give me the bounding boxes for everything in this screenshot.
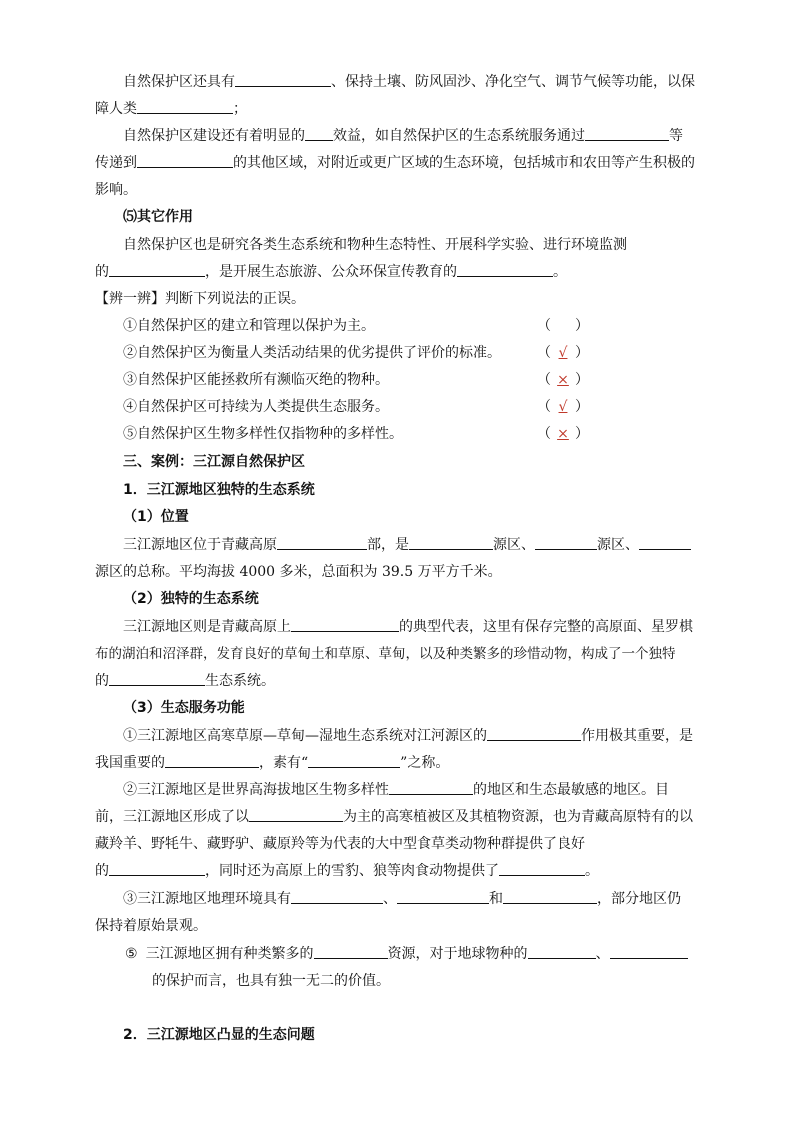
fill-blank[interactable]	[409, 535, 493, 550]
fill-blank[interactable]	[585, 126, 669, 141]
text-line: 的保护而言，也具有独一无二的价值。	[152, 973, 390, 989]
fill-blank[interactable]	[291, 889, 383, 904]
judge-answer[interactable]: （ ）	[537, 318, 589, 334]
text-line: 前，三江源地区形成了以 为主的高寒植被区及其植物资源，也为青藏高原特有的以	[95, 809, 693, 825]
fill-blank[interactable]	[528, 944, 596, 959]
fill-blank[interactable]	[235, 72, 331, 87]
fill-blank[interactable]	[109, 671, 205, 686]
text-line: 自然保护区建设还有着明显的 效益，如自然保护区的生态系统服务通过 等	[123, 128, 683, 144]
text-line: 三江源地区则是青藏高原上 的典型代表，这里有保存完整的高原面、星罗棋	[123, 619, 693, 635]
fill-blank[interactable]	[137, 99, 233, 114]
fill-blank[interactable]	[165, 753, 259, 768]
text-line: 的 生态系统。	[95, 673, 275, 689]
judge-statement: ④自然保护区可持续为人类提供生态服务。	[123, 399, 389, 415]
fill-blank[interactable]	[457, 262, 553, 277]
fill-blank[interactable]	[314, 944, 388, 959]
fill-blank[interactable]	[249, 807, 343, 822]
fill-blank[interactable]	[277, 535, 367, 550]
fill-blank[interactable]	[503, 889, 597, 904]
judge-title: 【辨一辨】判断下列说法的正误。	[95, 291, 305, 307]
sub-heading: （1）位置	[123, 509, 189, 525]
sub-heading: （2）独特的生态系统	[123, 591, 259, 607]
text-line: 的 ，同时还为高原上的雪豹、狼等肉食动物提供了 。	[95, 863, 599, 879]
cross-mark-icon: ×	[557, 372, 569, 388]
text-line: 传递到 的其他区域，对附近或更广区域的生态环境，包括城市和农田等产生积极的	[95, 155, 695, 171]
fill-blank[interactable]	[397, 889, 489, 904]
check-mark-icon: √	[558, 399, 568, 415]
text-line: ②三江源地区是世界高海拔地区生物多样性 的地区和生态最敏感的地区。目	[123, 782, 669, 798]
judge-answer[interactable]: （ × ）	[537, 426, 589, 442]
fill-blank[interactable]	[639, 535, 691, 550]
sub-heading: （3）生态服务功能	[123, 700, 245, 716]
text-line: 自然保护区也是研究各类生态系统和物种生态特性、开展科学实验、进行环境监测	[123, 237, 627, 253]
text-line: 保持着原始景观。	[95, 918, 207, 934]
text-line: 的 ，是开展生态旅游、公众环保宣传教育的 。	[95, 264, 567, 280]
judge-answer[interactable]: （ √ ）	[537, 345, 589, 361]
fill-blank[interactable]	[610, 944, 688, 959]
sub-heading: 2．三江源地区凸显的生态问题	[123, 1027, 315, 1043]
fill-blank[interactable]	[389, 780, 473, 795]
text-line: 障人类 ；	[95, 101, 247, 117]
judge-answer[interactable]: （ × ）	[537, 372, 589, 388]
check-mark-icon: √	[558, 345, 568, 361]
sub-heading: 1．三江源地区独特的生态系统	[123, 482, 315, 498]
judge-answer[interactable]: （ √ ）	[537, 399, 589, 415]
text-line: 影响。	[95, 182, 137, 198]
fill-blank[interactable]	[305, 126, 333, 141]
fill-blank[interactable]	[291, 617, 399, 632]
text-line: 三江源地区位于青藏高原 部，是 源区、 源区、	[123, 535, 700, 555]
text-line: 自然保护区还具有 、保持土壤、防风固沙、净化空气、调节气候等功能，以保	[123, 74, 695, 90]
judge-statement: ⑤自然保护区生物多样性仅指物种的多样性。	[123, 426, 403, 442]
fill-blank[interactable]	[137, 153, 233, 168]
section-heading: 三、案例：三江源自然保护区	[123, 454, 305, 470]
fill-blank[interactable]	[487, 726, 581, 741]
fill-blank[interactable]	[499, 861, 585, 876]
judge-statement: ①自然保护区的建立和管理以保护为主。	[123, 318, 375, 334]
text-line: 藏羚羊、野牦牛、藏野驴、藏原羚等为代表的大中型食草类动物种群提供了良好	[95, 836, 585, 852]
text-line: ⑤ 三江源地区拥有种类繁多的 资源，对于地球物种的 、	[125, 944, 700, 964]
section-heading: ⑸其它作用	[123, 209, 193, 225]
judge-statement: ②自然保护区为衡量人类活动结果的优劣提供了评价的标准。	[123, 345, 501, 361]
text-line: 我国重要的 ，素有“ ”之称。	[95, 755, 450, 771]
judge-statement: ③自然保护区能拯救所有濒临灭绝的物种。	[123, 372, 389, 388]
fill-blank[interactable]	[535, 535, 597, 550]
text-line: 布的湖泊和沼泽群，发育良好的草甸土和草原、草甸，以及种类繁多的珍惜动物，构成了一个独特	[95, 646, 676, 662]
text-line: 源区的总称。平均海拔 4000 多米，总面积为 39.5 万平方千米。	[95, 564, 502, 580]
text-line: ③三江源地区地理环境具有 、 和 ，部分地区仍	[123, 891, 681, 907]
text-line: ①三江源地区高寒草原—草甸—湿地生态系统对江河源区的 作用极其重要，是	[123, 728, 693, 744]
fill-blank[interactable]	[109, 861, 205, 876]
fill-blank[interactable]	[109, 262, 205, 277]
fill-blank[interactable]	[308, 753, 400, 768]
cross-mark-icon: ×	[557, 426, 569, 442]
